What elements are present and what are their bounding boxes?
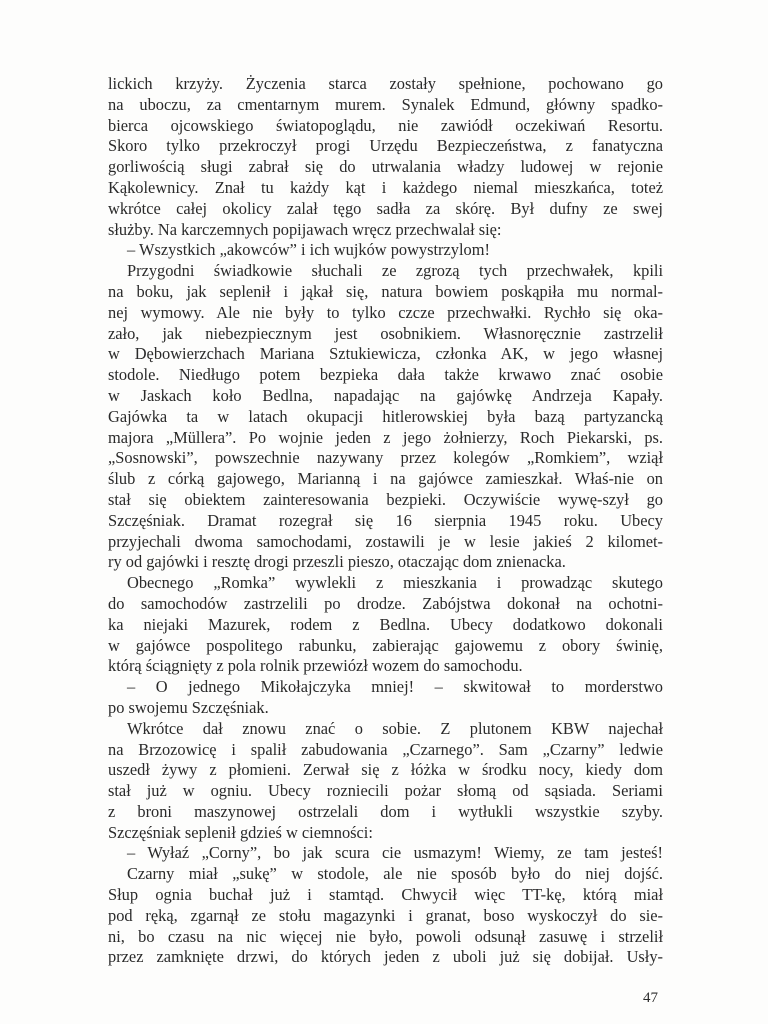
text-line: służby. Na karczemnych popijawach wręcz przechwalał się: [108,219,502,239]
text-line: „Sosnowski”, powszechnie nazywany przez kolegów „Romkiem”, wziął [108,448,663,468]
text-line: którą ściągnięty z pola rolnik przewiózł wozem do samochodu. [108,656,523,676]
text-line: uszedł żywy z płomieni. Zerwał się z łóżka w środku nocy, kiedy dom [108,760,663,780]
text-line: Kąkolewnicy. Znał tu każdy kąt i każdego niemal mieszkańca, toteż [108,177,663,197]
text-line: – Wszystkich „akowców” i ich wujków powystrzylom! [127,240,490,260]
text-line: nej wymowy. Ale nie były to tylko czcze przechwałki. Rychło się oka- [108,302,663,322]
text-line: ka niejaki Mazurek, rodem z Bedlna. Ubecy dodatkowo dokonali [108,614,663,634]
text-line: stał już w ogniu. Ubecy rozniecili pożar słomą od sąsiada. Seriami [108,781,663,801]
page-number: 47 [643,990,658,1006]
text-line: na uboczu, za cmentarnym murem. Synalek Edmund, główny spadko- [108,94,663,114]
text-line: na Brzozowicę i spalił zabudowania „Czarnego”. Sam „Czarny” ledwie [108,739,663,759]
text-line: ry od gajówki i resztę drogi przeszli pieszo, otaczając dom znienacka. [108,552,566,572]
text-line: na boku, jak seplenił i jąkał się, natura bowiem poskąpiła mu normal- [108,281,663,301]
text-line: Szczęśniak seplenił gdzieś w ciemności: [108,822,373,842]
text-line: lickich krzyży. Życzenia starca zostały spełnione, pochowano go [108,74,663,93]
text-line: po swojemu Szczęśniak. [108,697,269,717]
text-line: bierca ojcowskiego światopoglądu, nie zawiódł oczekiwań Resortu. [108,115,663,135]
text-line: z broni maszynowej ostrzelali dom i wytłukli wszystkie szyby. [108,801,663,821]
text-line: Czarny miał „sukę” w stodole, ale nie sposób było do niej dojść. [127,864,663,884]
text-line: – Wyłaź „Corny”, bo jak scura cie usmazym! Wiemy, ze tam jesteś! [127,843,663,863]
text-line: przyjechali dwoma samochodami, zostawili je w lesie jakieś 2 kilomet- [108,531,663,551]
page-text [108,74,663,968]
text-line: – O jednego Mikołajczyka mniej! – skwitował to morderstwo [127,677,663,697]
text-line: w Jaskach koło Bedlna, napadając na gajówkę Andrzeja Kapały. [108,385,663,405]
text-line: ślub z córką gajowego, Marianną i na gajówce zamieszkał. Właś-nie on [108,469,663,489]
text-line: zało, jak niebezpiecznym jest osobnikiem. Własnoręcznie zastrzelił [108,323,663,343]
text-line: Wkrótce dał znowu znać o sobie. Z plutonem KBW najechał [127,718,663,738]
text-line: Gajówka ta w latach okupacji hitlerowskiej była bazą partyzancką [108,406,663,426]
text-line: Szczęśniak. Dramat rozegrał się 16 sierpnia 1945 roku. Ubecy [108,510,663,530]
text-line: majora „Müllera”. Po wojnie jeden z jego żołnierzy, Roch Piekarski, ps. [108,427,663,447]
text-line: w Dębowierzchach Mariana Sztukiewicza, członka AK, w jego własnej [108,344,663,364]
text-line: stodole. Niedługo potem bezpieka dała także krwawo znać osobie [108,365,663,385]
text-line: Obecnego „Romka” wywlekli z mieszkania i prowadząc skutego [127,573,663,593]
text-line: Przygodni świadkowie słuchali ze zgrozą tych przechwałek, kpili [127,261,663,281]
text-line: Skoro tylko przekroczył progi Urzędu Bezpieczeństwa, z fanatyczna [108,136,663,156]
text-line: Słup ognia buchał już i stamtąd. Chwycił więc TT-kę, którą miał [108,885,663,905]
text-line: do samochodów zastrzelili po drodze. Zabójstwa dokonał na ochotni- [108,593,663,613]
text-line: wkrótce całej okolicy zalał tęgo sadła za skórę. Był dufny ze swej [108,198,663,218]
text-line: ni, bo czasu na nic więcej nie było, powoli odsunął zasuwę i strzelił [108,926,663,946]
text-line: gorliwością sługi zabrał się do utrwalania władzy ludowej w rejonie [108,157,663,177]
text-line: pod ręką, zgarnął ze stołu magazynki i granat, boso wyskoczył do sie- [108,905,663,925]
text-line: stał się obiektem zainteresowania bezpieki. Oczywiście wywę-szył go [108,489,663,509]
text-line: przez zamknięte drzwi, do których jeden z uboli już się dobijał. Usły- [108,947,663,967]
text-line: w gajówce pospolitego rabunku, zabierając gajowemu z obory świnię, [108,635,663,655]
